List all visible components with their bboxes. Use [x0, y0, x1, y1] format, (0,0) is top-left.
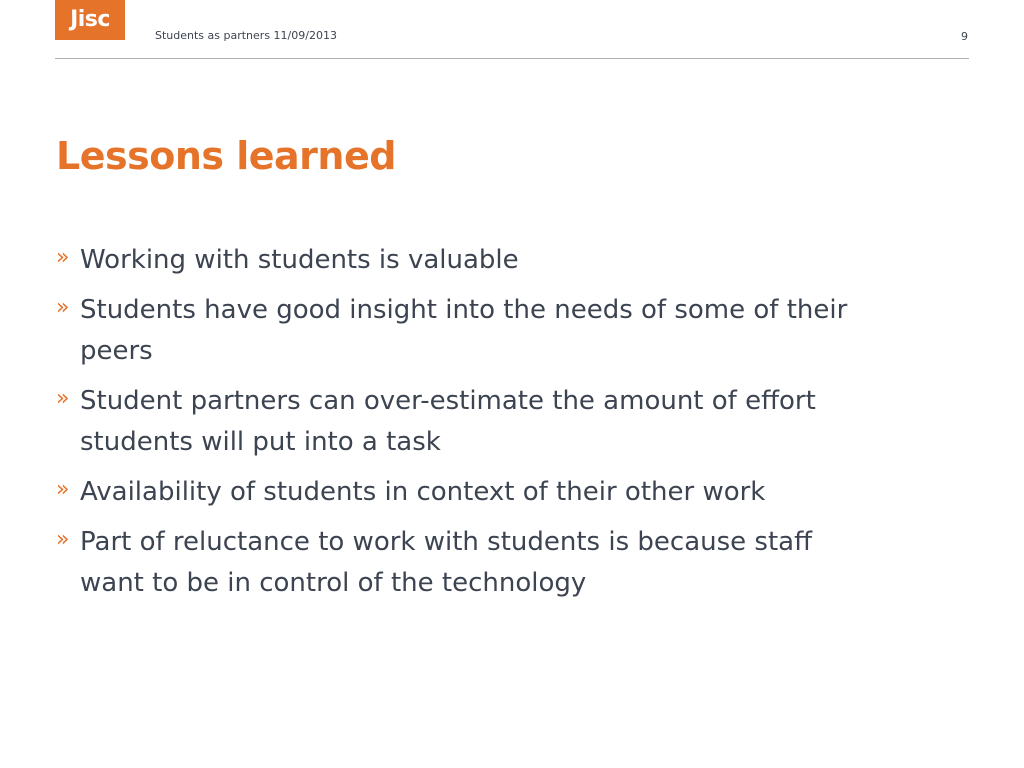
- bullet-item: [56, 522, 876, 604]
- bullet-chevron-icon: »: [56, 245, 70, 270]
- bullet-chevron-icon: »: [56, 295, 70, 320]
- bullet-text: Students have good insight into the needs of some of their peers: [80, 295, 848, 366]
- header-subtitle: Students as partners 11/09/2013: [155, 29, 337, 42]
- bullet-text: Student partners can over-estimate the amount of effort students will put into a task: [80, 386, 816, 457]
- jisc-logo: Jisc: [55, 0, 125, 40]
- bullet-list: [56, 240, 876, 613]
- bullet-item: [56, 240, 876, 281]
- bullet-item: [56, 381, 876, 463]
- bullet-text: Part of reluctance to work with students is because staff want to be in control of the technology: [80, 527, 812, 598]
- bullet-chevron-icon: »: [56, 386, 70, 411]
- header-divider: [55, 58, 969, 59]
- bullet-item: [56, 290, 876, 372]
- slide-title: Lessons learned: [56, 134, 396, 178]
- bullet-chevron-icon: »: [56, 477, 70, 502]
- bullet-chevron-icon: »: [56, 527, 70, 552]
- bullet-text: Working with students is valuable: [80, 245, 519, 275]
- bullet-item: [56, 472, 876, 513]
- page-number: 9: [961, 30, 968, 43]
- bullet-text: Availability of students in context of their other work: [80, 477, 766, 507]
